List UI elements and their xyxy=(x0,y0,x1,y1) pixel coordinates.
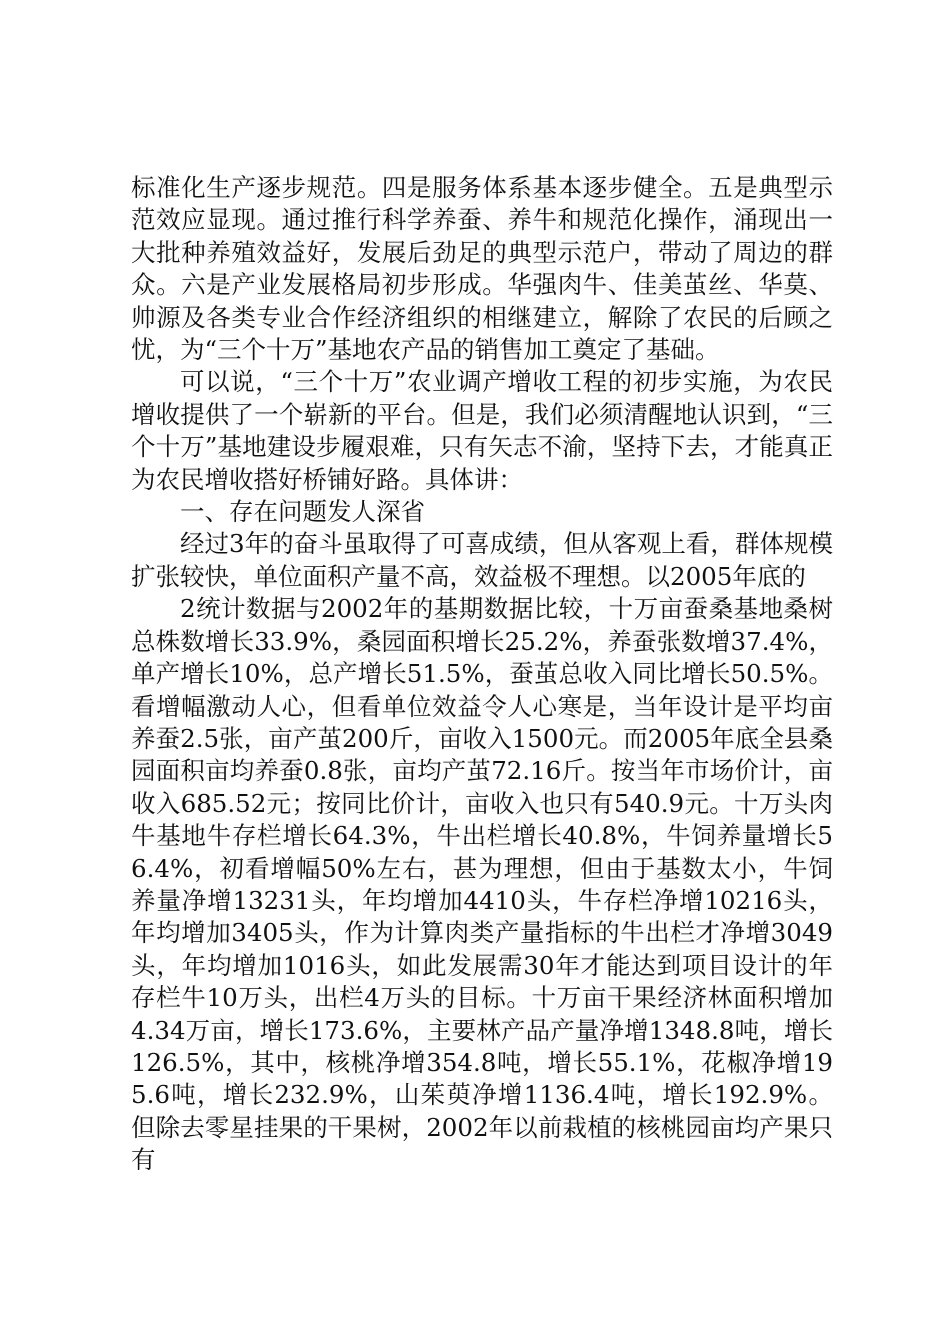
paragraph-platform: 可以说，“三个十万”农业调产增收工程的初步实施，为农民增收提供了一个崭新的平台。但是，我们必须清醒地认识到，“三个十万”基地建设步履艰难，只有矢志不渝，坚持下去，才能真正为农民增收搭好桥铺好路。具体讲： xyxy=(131,367,833,494)
paragraph-statistics: 2统计数据与2002年的基期数据比较，十万亩蚕桑基地桑树总株数增长33.9%，桑园面积增长25.2%，养蚕张数增37.4%，单产增长10%，总产增长51.5%，蚕茧总收入同比增长50.5%。看增幅激动人心，但看单位效益令人心寒是，当年设计是平均亩养蚕2.5张，亩产茧200斤，亩收入1500元。而2005年底全县桑园面积亩均养蚕0.8张，亩均产茧72.16斤。按当年市场价计，亩收入685.52元；按同比价计，亩收入也只有540.9元。十万头肉牛基地牛存栏增长64.3%，牛出栏增长40.8%，牛饲养量增长56.4%，初看增幅50%左右，甚为理想，但由于基数太小，牛饲养量净增13231头，年均增加4410头，牛存栏净增10216头，年均增加3405头，作为计算肉类产量指标的牛出栏才净增3049头，年均增加1016头，如此发展需30年才能达到项目设计的年存栏牛10万头，出栏4万头的目标。十万亩干果经济林面积增加4.34万亩，增长173.6%，主要林产品产量净增1348.8吨，增长126.5%，其中，核桃净增354.8吨，增长55.1%，花椒净增195.6吨，增长232.9%，山茱萸净增1136.4吨，增长192.9%。但除去零星挂果的干果树，2002年以前栽植的核桃园亩均产果只有 xyxy=(131,594,833,1175)
paragraph-three-years: 经过3年的奋斗虽取得了可喜成绩，但从客观上看，群体规模扩张较快，单位面积产量不高，效益极不理想。以2005年底的 xyxy=(131,529,833,591)
body-text xyxy=(131,172,833,1177)
section-heading-problems: 一、存在问题发人深省 xyxy=(180,497,425,527)
paragraph-services-summary: 标准化生产逐步规范。四是服务体系基本逐步健全。五是典型示范效应显现。通过推行科学养蚕、养牛和规范化操作，涌现出一大批种养殖效益好，发展后劲足的典型示范户，带动了周边的群众。六是产业发展格局初步形成。华强肉牛、佳美茧丝、华莫、帅源及各类专业合作经济组织的相继建立，解除了农民的后顾之忧，为“三个十万”基地农产品的销售加工奠定了基础。 xyxy=(131,173,833,365)
